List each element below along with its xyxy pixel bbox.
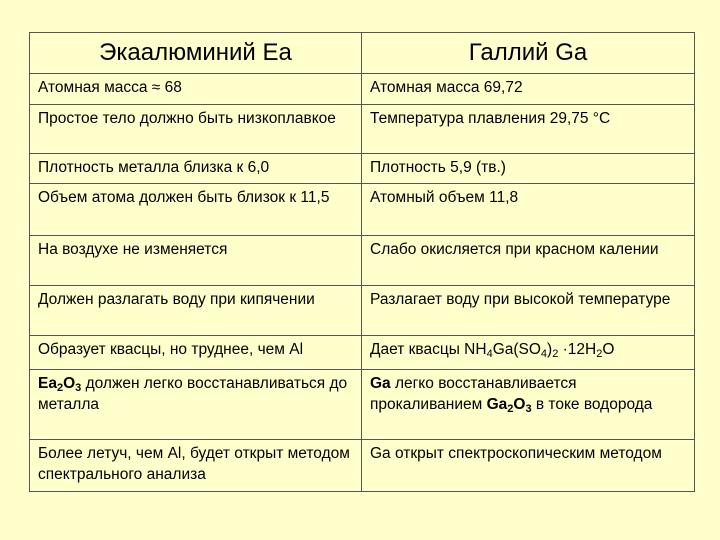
cell-predicted: Образует квасцы, но труднее, чем Al — [30, 336, 362, 370]
table-row — [30, 74, 695, 105]
cell-actual: Разлагает воду при высокой температуре — [362, 286, 695, 336]
cell-actual: Атомная масса 69,72 — [362, 74, 695, 105]
table-row — [30, 154, 695, 184]
cell-predicted: На воздухе не изменяется — [30, 236, 362, 286]
cell-predicted: $Ea_2O_3$ должен легко восстанавливаться до металла — [30, 370, 362, 440]
cell-predicted: Более летуч, чем Al, будет открыт методом спектрального анализа — [30, 440, 362, 492]
cell-actual: Дает квасцы $NH_4Ga(SO_4)_2 \cdot 12H_2O$ — [362, 336, 695, 370]
header-ekaaluminum: Экаалюминий Еа — [30, 33, 362, 74]
table-row — [30, 286, 695, 336]
cell-predicted: Объем атома должен быть близок к 11,5 — [30, 184, 362, 236]
table-row — [30, 336, 695, 370]
cell-actual: Слабо окисляется при красном калении — [362, 236, 695, 286]
table-row — [30, 370, 695, 440]
cell-predicted: Простое тело должно быть низкоплавкое — [30, 105, 362, 154]
cell-actual: Ga открыт спектроскопическим методом — [362, 440, 695, 492]
table-row — [30, 105, 695, 154]
comparison-table — [29, 32, 695, 492]
cell-actual: Температура плавления 29,75 °С — [362, 105, 695, 154]
table-row — [30, 184, 695, 236]
table-header-row — [30, 33, 695, 74]
cell-predicted: Должен разлагать воду при кипячении — [30, 286, 362, 336]
table-row — [30, 236, 695, 286]
table-row — [30, 440, 695, 492]
cell-predicted: Плотность металла близка к 6,0 — [30, 154, 362, 184]
cell-actual: Атомный объем 11,8 — [362, 184, 695, 236]
cell-actual: Ga легко восстанавливается прокаливанием $Ga_2O_3$ в токе водорода — [362, 370, 695, 440]
cell-actual: Плотность 5,9 (тв.) — [362, 154, 695, 184]
header-gallium: Галлий Ga — [362, 33, 695, 74]
cell-predicted: Атомная масса ≈ 68 — [30, 74, 362, 105]
